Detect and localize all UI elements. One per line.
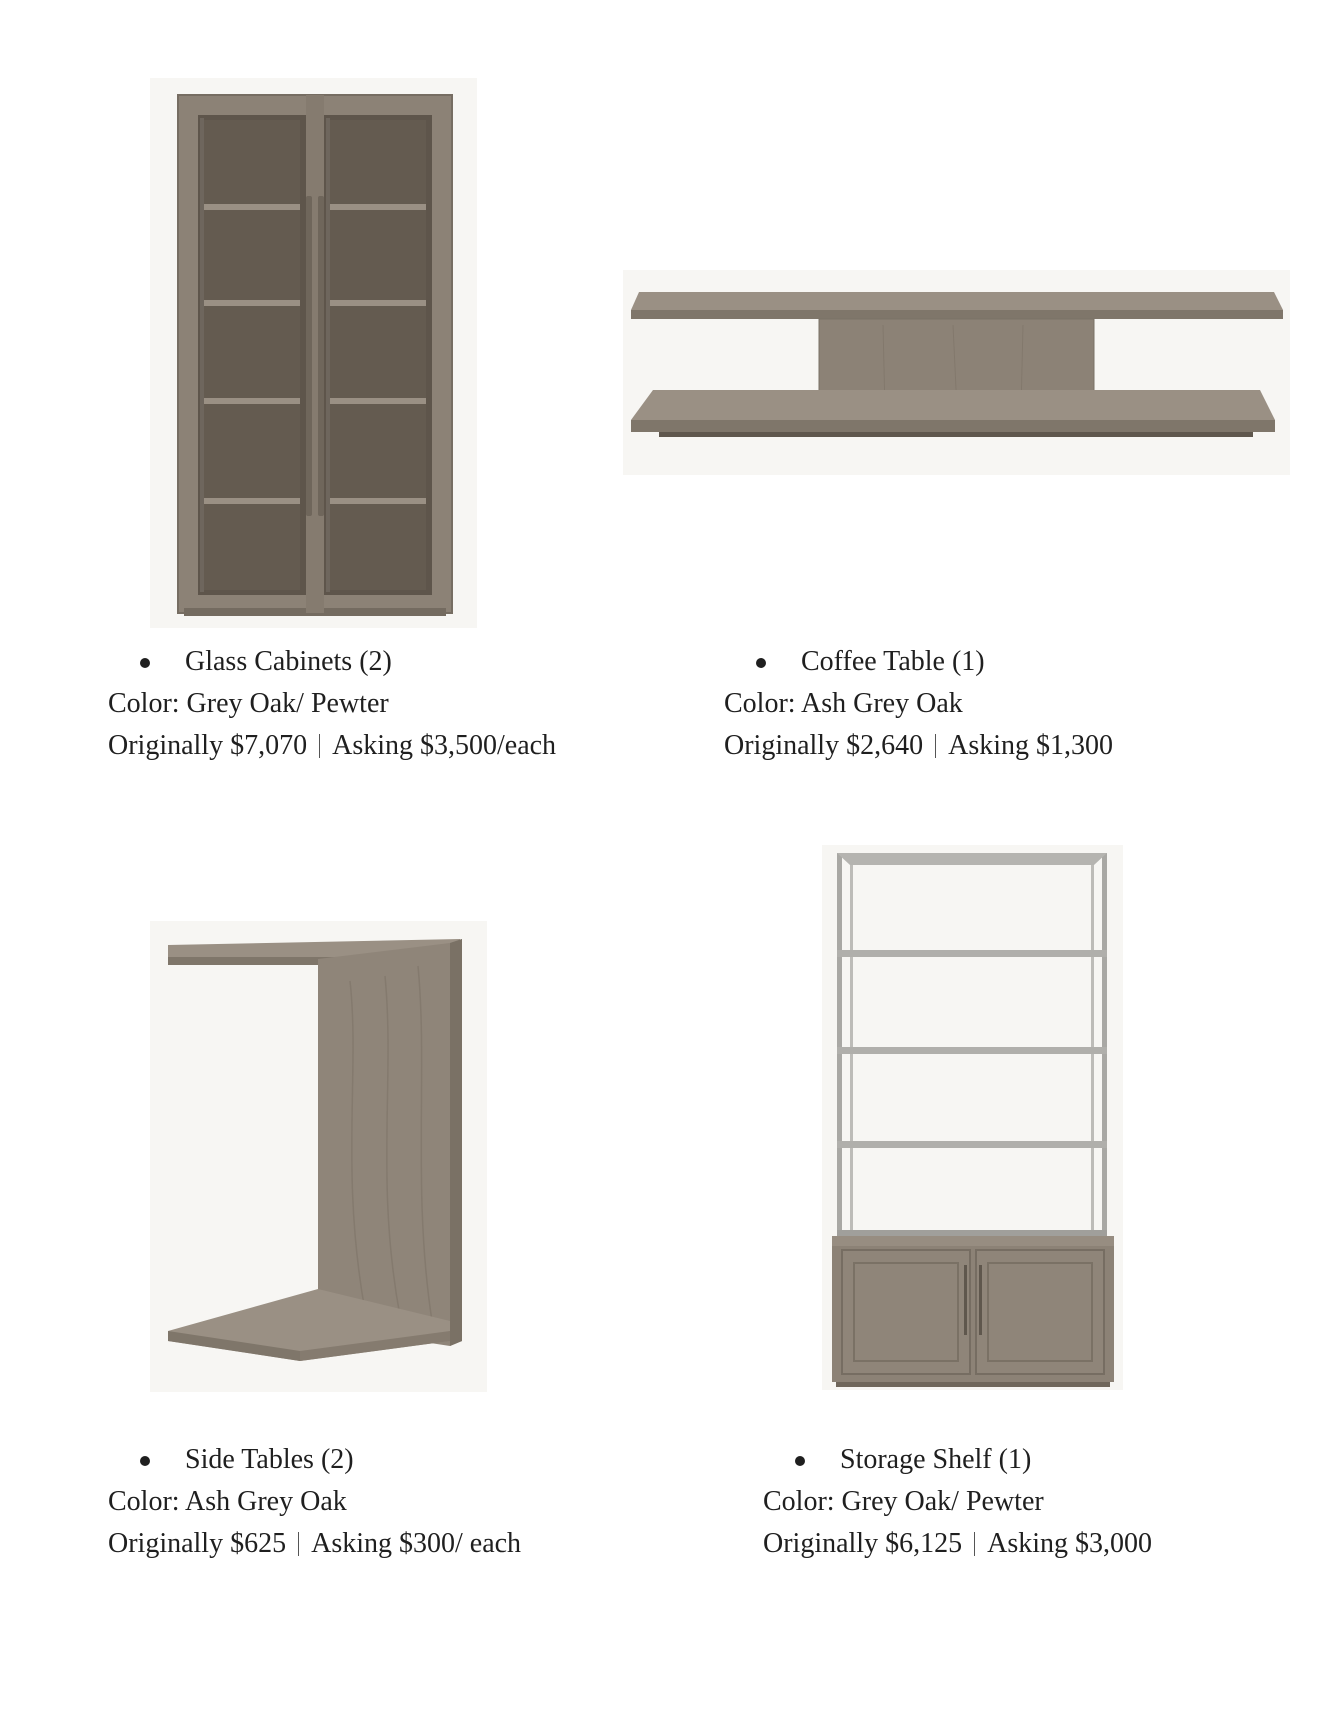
item-quantity: (1) — [951, 646, 985, 677]
item-original-price: Originally $7,070 — [108, 730, 308, 761]
price-separator — [319, 734, 320, 758]
storage-shelf-photo — [822, 845, 1123, 1390]
item-price-line — [108, 725, 556, 767]
item-quantity: (2) — [320, 1444, 354, 1475]
price-separator — [935, 734, 936, 758]
item-price-line — [108, 1523, 521, 1565]
item-caption-coffee-table — [724, 641, 1113, 767]
item-asking-price: Asking $3,000 — [987, 1528, 1152, 1559]
item-color: Color: Ash Grey Oak — [724, 688, 963, 719]
item-asking-price: Asking $1,300 — [948, 730, 1113, 761]
item-caption-glass-cabinets — [108, 641, 556, 767]
item-title-line — [724, 641, 1113, 683]
bullet-icon — [795, 1456, 805, 1466]
item-original-price: Originally $2,640 — [724, 730, 924, 761]
item-color: Color: Ash Grey Oak — [108, 1486, 347, 1517]
price-separator — [298, 1532, 299, 1556]
bullet-icon — [756, 658, 766, 668]
item-name: Side Tables — [185, 1444, 314, 1475]
item-title-line — [108, 641, 556, 683]
item-original-price: Originally $625 — [108, 1528, 287, 1559]
item-caption-storage-shelf — [763, 1439, 1152, 1565]
item-name: Coffee Table — [801, 646, 945, 677]
item-name: Glass Cabinets — [185, 646, 353, 677]
item-asking-price: Asking $3,500/each — [332, 730, 557, 761]
item-price-line — [724, 725, 1113, 767]
item-name: Storage Shelf — [840, 1444, 992, 1475]
item-quantity: (1) — [998, 1444, 1032, 1475]
item-asking-price: Asking $300/ each — [311, 1528, 522, 1559]
item-original-price: Originally $6,125 — [763, 1528, 963, 1559]
side-table-photo — [150, 921, 487, 1392]
item-title-line — [108, 1439, 521, 1481]
item-caption-side-tables — [108, 1439, 521, 1565]
item-quantity: (2) — [359, 646, 392, 677]
bullet-icon — [140, 1456, 150, 1466]
item-title-line — [763, 1439, 1152, 1481]
coffee-table-photo — [623, 270, 1290, 475]
bullet-icon — [140, 658, 150, 668]
item-color: Color: Grey Oak/ Pewter — [108, 688, 389, 719]
item-price-line — [763, 1523, 1152, 1565]
price-separator — [974, 1532, 975, 1556]
item-color: Color: Grey Oak/ Pewter — [763, 1486, 1044, 1517]
glass-cabinet-photo — [150, 78, 477, 628]
